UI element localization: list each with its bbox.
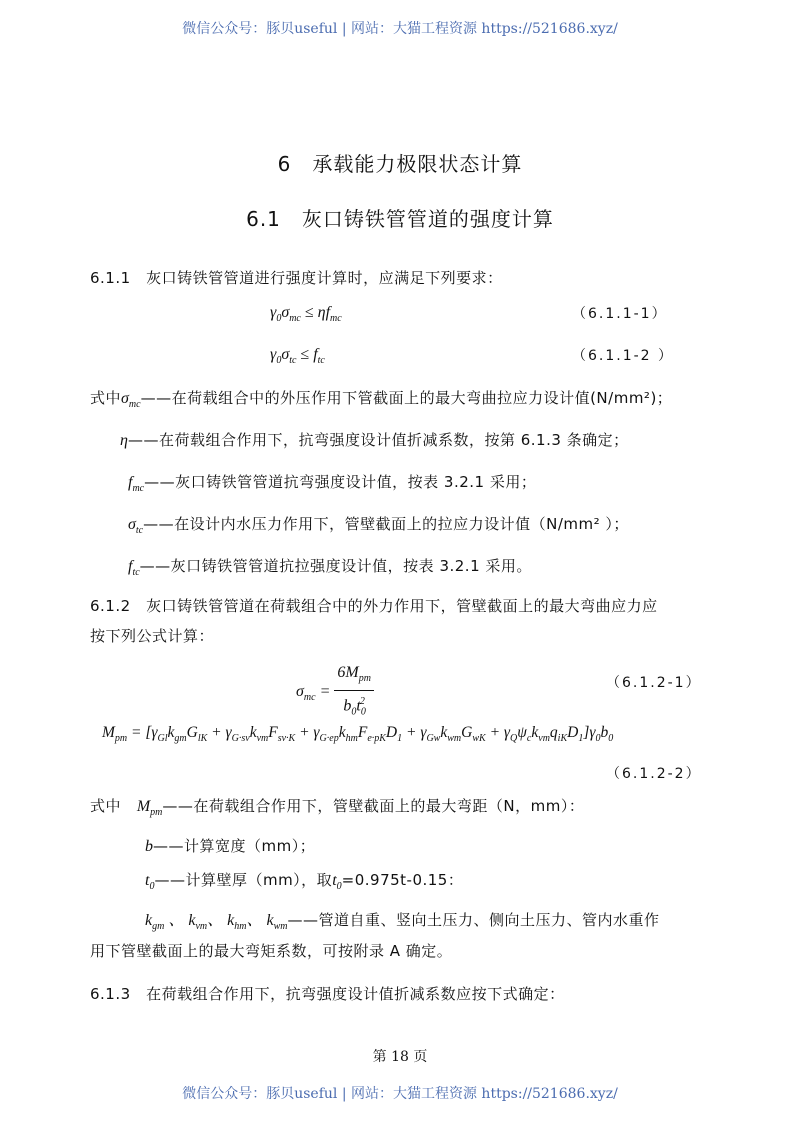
definition-text: ——计算宽度（mm）； — [153, 837, 316, 855]
equation-6-1-2-1 — [296, 662, 374, 723]
definition-text: ——在荷载组合中的外压作用下管截面上的最大弯曲拉应力设计值(N/mm²)； — [140, 389, 673, 407]
fraction — [334, 662, 374, 723]
equation-number: （6.1.1-1） — [572, 306, 668, 322]
clause-6-1-1: 6.1.1 灰口铸铁管管道进行强度计算时，应满足下列要求： — [90, 269, 503, 287]
definition-m-pm — [90, 796, 584, 823]
definition-text: ——在荷载组合作用下，抗弯强度设计值折减系数，按第 6.1.3 条确定； — [127, 431, 629, 449]
symbol: $\sigma_{mc}$ — [121, 390, 141, 410]
definition-sigma-tc — [128, 514, 629, 541]
symbols: $k_{gm}$ 、 $k_{vm}$、 $k_{hm}$、 $k_{wm}$ — [145, 912, 288, 932]
definition-text: ——灰口铸铁管管道抗弯强度设计值，按表 3.2.1 采用； — [144, 473, 537, 491]
section-title: 6.1 灰口铸铁管管道的强度计算 — [246, 207, 554, 231]
definition-text: ——灰口铸铁管管道抗拉强度设计值，按表 3.2.1 采用。 — [139, 557, 532, 575]
definition-eta — [120, 430, 629, 451]
where-label: 式中 — [90, 389, 122, 407]
symbol: $\sigma_{tc}$ — [128, 516, 144, 536]
definition-text: ——在设计内水压力作用下，管壁截面上的拉应力设计值（N/mm² ）； — [143, 515, 629, 533]
clause-6-1-3: 6.1.3 在荷载组合作用下，抗弯强度设计值折减系数应按下式确定： — [90, 985, 565, 1003]
symbol: b — [145, 838, 153, 855]
clause-6-1-2-line1: 6.1.2 灰口铸铁管管道在荷载组合中的外力作用下，管壁截面上的最大弯曲应力应 — [90, 597, 658, 615]
equation-number: （6.1.2-1） — [606, 675, 702, 691]
equation-number: （6.1.2-2） — [606, 766, 702, 782]
equation-6-1-2-2: $M_{pm} = [\gamma_{Gl}k_{gm}G_{lK} + \gamma_{G\cdot sv}k_{vm}F_{sv\cdot K} + \gamma_{G\cdot ep}k_{hm}F_{e\cdot pK}D_1 + \gamma_{Gw}k_{wm}G_{wK} + \gamma_Q\psi_ck_{vm}q_{iK}D_1]\gamma_0b_0$ — [102, 724, 614, 744]
where-label: 式中 — [90, 797, 122, 815]
equation-lhs: $\sigma_{mc}$ = — [296, 683, 331, 704]
clause-6-1-2-line2: 按下列公式计算： — [90, 627, 215, 645]
symbol: η — [120, 432, 128, 449]
definition-sigma-mc — [90, 388, 672, 415]
definition-b — [145, 836, 315, 857]
denominator: $b_0t_0^2$ — [343, 696, 366, 718]
definition-k-coefficients — [145, 910, 660, 937]
definition-t0 — [145, 870, 463, 897]
symbol: $t_0$ — [332, 872, 342, 892]
definition-k-line2: 用下管壁截面上的最大弯矩系数，可按附录 A 确定。 — [90, 942, 453, 960]
definition-text: =0.975t-0.15： — [341, 871, 464, 889]
watermark-top: 微信公众号：豚贝useful | 网站：大猫工程资源 https://521686.xyz/ — [182, 21, 618, 37]
numerator: $6M_{pm}$ — [334, 662, 374, 691]
symbol: $M_{pm}$ — [136, 798, 163, 818]
equation-6-1-1-2: $\gamma_0\sigma_{tc} \le f_{tc}$ — [270, 346, 325, 366]
symbol: $f_{mc}$ — [128, 474, 145, 494]
definition-f-mc — [128, 472, 536, 499]
definition-text: ——在荷载组合作用下，管壁截面上的最大弯距（N，mm）： — [162, 797, 585, 815]
definition-f-tc — [128, 556, 532, 583]
page-number: 第 18 页 — [372, 1049, 428, 1065]
symbol: $t_0$ — [145, 872, 155, 892]
chapter-title: 6 承载能力极限状态计算 — [277, 152, 523, 176]
equation-number: （6.1.1-2 ） — [572, 348, 675, 364]
watermark-bottom: 微信公众号：豚贝useful | 网站：大猫工程资源 https://521686.xyz/ — [182, 1086, 618, 1102]
definition-text: ——计算壁厚（mm），取 — [154, 871, 333, 889]
equation-6-1-1-1: $\gamma_0\sigma_{mc} \le \eta f_{mc}$ — [270, 304, 342, 324]
symbol: $f_{tc}$ — [128, 558, 140, 578]
definition-text: ——管道自重、竖向土压力、侧向土压力、管内水重作 — [287, 911, 660, 929]
